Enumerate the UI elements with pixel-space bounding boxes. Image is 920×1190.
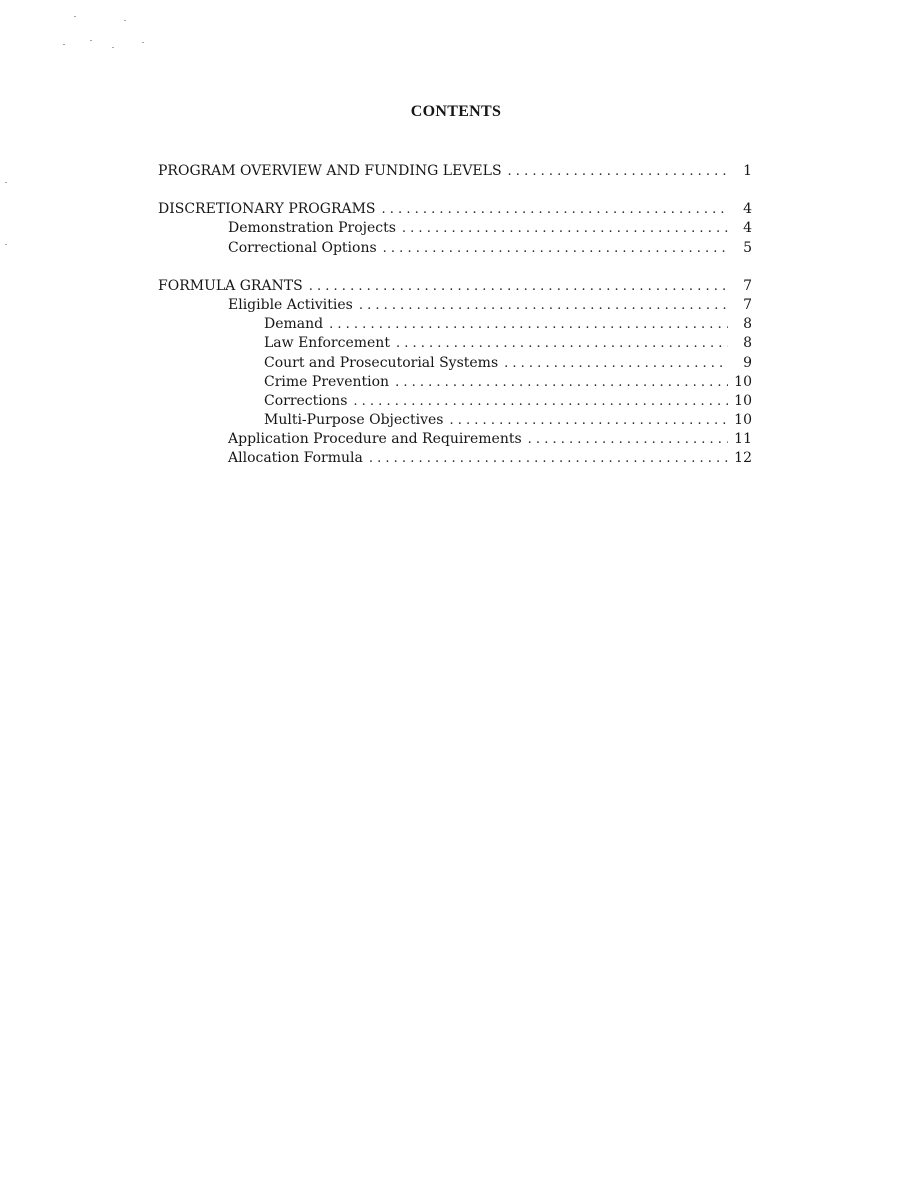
scan-speck [142,42,144,43]
toc-page-number: 8 [743,335,752,352]
toc-entry-eligible-activities[interactable] [158,296,752,315]
toc-page-number: 4 [743,201,752,218]
scan-speck [74,16,76,17]
toc-page-number: 12 [734,450,752,467]
dot-leader [402,219,728,238]
toc-page-number: 9 [743,354,752,371]
toc-page-number: 10 [734,373,752,390]
toc-page-number: 8 [743,316,752,333]
scan-speck [124,20,126,21]
dot-leader [382,200,728,219]
scan-speck [112,47,114,48]
toc-entry-demand[interactable] [158,315,752,334]
dot-leader [353,392,728,411]
toc-entry-allocation-formula[interactable] [158,449,752,468]
toc-entry-program-overview[interactable] [158,162,752,181]
toc-entry-label: Crime Prevention [264,373,390,390]
dot-leader [309,277,728,296]
toc-entry-correctional-options[interactable] [158,239,752,258]
toc-entry-label: Law Enforcement [264,335,390,352]
toc-page-number: 5 [743,239,752,256]
toc-entry-discretionary-programs[interactable] [158,200,752,219]
scan-speck [63,44,65,45]
toc-page-number: 7 [743,296,752,313]
toc-page-number: 4 [743,220,752,237]
toc-entry-label: Court and Prosecutorial Systems [264,354,499,371]
toc-entry-formula-grants[interactable] [158,277,752,296]
toc-entry-label: Allocation Formula [228,450,363,467]
dot-leader [329,315,728,334]
scan-speck [5,182,7,183]
dot-leader [508,162,728,181]
toc-entry-court-prosecutorial-systems[interactable] [158,354,752,373]
page-title: CONTENTS [410,103,502,120]
toc-entry-corrections[interactable] [158,392,752,411]
dot-leader [450,411,729,430]
toc-entry-label: DISCRETIONARY PROGRAMS [158,201,376,218]
toc-entry-label: Eligible Activities [228,296,353,313]
toc-entry-application-procedure[interactable] [158,430,752,449]
dot-leader [369,449,728,468]
dot-leader [396,334,728,353]
dot-leader [359,296,728,315]
dot-leader [528,430,728,449]
toc-page-number: 1 [743,163,752,179]
toc-entry-multi-purpose-objectives[interactable] [158,411,752,430]
toc-entry-label: Corrections [264,392,348,409]
toc-entry-crime-prevention[interactable] [158,373,752,392]
toc-page-number: 11 [734,431,752,448]
scan-speck [90,40,92,41]
toc-page-number: 10 [734,412,752,429]
toc-entry-label: PROGRAM OVERVIEW AND FUNDING LEVELS [158,163,502,179]
toc-entry-demonstration-projects[interactable] [158,219,752,238]
toc-entry-law-enforcement[interactable] [158,334,752,353]
toc-entry-label: Multi-Purpose Objectives [264,412,444,429]
toc-entry-label: Demand [264,316,324,333]
toc-entry-label: Application Procedure and Requirements [228,431,522,448]
table-of-contents [158,162,752,469]
toc-page-number: 10 [734,392,752,409]
toc-entry-label: Demonstration Projects [228,220,396,237]
dot-leader [383,239,728,258]
scan-speck [5,244,7,245]
toc-page-number: 7 [743,277,752,294]
toc-entry-label: FORMULA GRANTS [158,277,303,294]
toc-entry-label: Correctional Options [228,239,377,256]
dot-leader [504,354,728,373]
dot-leader [395,373,728,392]
